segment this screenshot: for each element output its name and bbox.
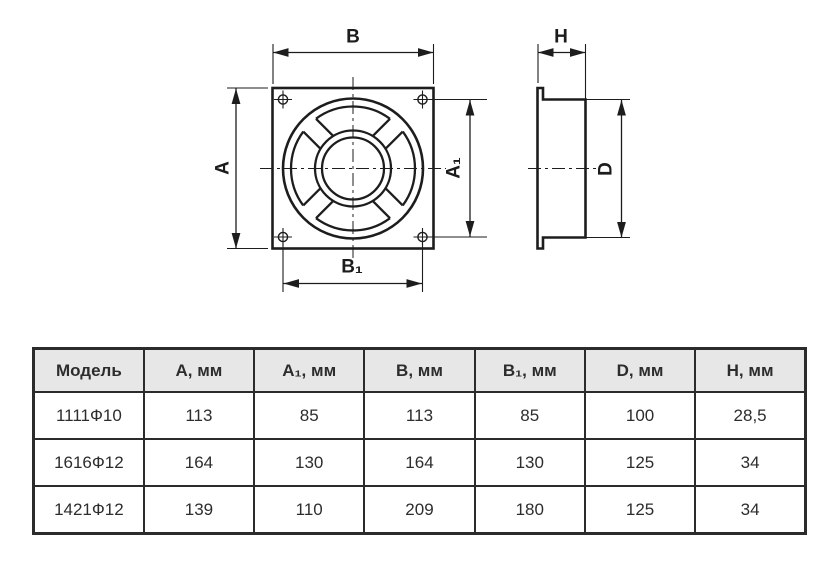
value-cell: 113 <box>144 392 254 439</box>
dimension-H <box>538 44 586 99</box>
mounting-hole-top-left <box>274 91 292 109</box>
value-cell: 130 <box>254 439 364 486</box>
model-cell: 1111Ф10 <box>34 392 144 439</box>
value-cell: 125 <box>585 486 695 534</box>
dim-label-D: D <box>595 162 617 176</box>
dimensions-table <box>32 347 807 535</box>
value-cell: 139 <box>144 486 254 534</box>
value-cell: 34 <box>695 486 805 534</box>
column-header-b: B, мм <box>364 349 474 393</box>
value-cell: 164 <box>144 439 254 486</box>
table-header-row <box>34 349 806 393</box>
column-header-a1: A₁, мм <box>254 349 364 393</box>
value-cell: 85 <box>254 392 364 439</box>
value-cell: 85 <box>475 392 585 439</box>
column-header-a: A, мм <box>144 349 254 393</box>
value-cell: 125 <box>585 439 695 486</box>
value-cell: 164 <box>364 439 474 486</box>
value-cell: 110 <box>254 486 364 534</box>
dim-label-A: A <box>212 161 234 175</box>
column-header-d: D, мм <box>585 349 695 393</box>
column-header-b1: B₁, мм <box>475 349 585 393</box>
column-header-h: H, мм <box>695 349 805 393</box>
value-cell: 180 <box>475 486 585 534</box>
value-cell: 130 <box>475 439 585 486</box>
model-cell: 1421Ф12 <box>34 486 144 534</box>
table-row <box>34 486 806 534</box>
mounting-hole-top-right <box>414 91 432 109</box>
side-view <box>528 44 630 249</box>
dim-label-B1: B₁ <box>341 256 363 278</box>
dim-label-A1: A₁ <box>443 157 465 179</box>
dim-label-H: H <box>554 26 568 48</box>
dim-label-B: B <box>346 26 360 48</box>
column-header-model: Модель <box>34 349 144 393</box>
value-cell: 209 <box>364 486 474 534</box>
table-row <box>34 392 806 439</box>
table-row <box>34 439 806 486</box>
value-cell: 34 <box>695 439 805 486</box>
model-cell: 1616Ф12 <box>34 439 144 486</box>
value-cell: 28,5 <box>695 392 805 439</box>
value-cell: 100 <box>585 392 695 439</box>
value-cell: 113 <box>364 392 474 439</box>
